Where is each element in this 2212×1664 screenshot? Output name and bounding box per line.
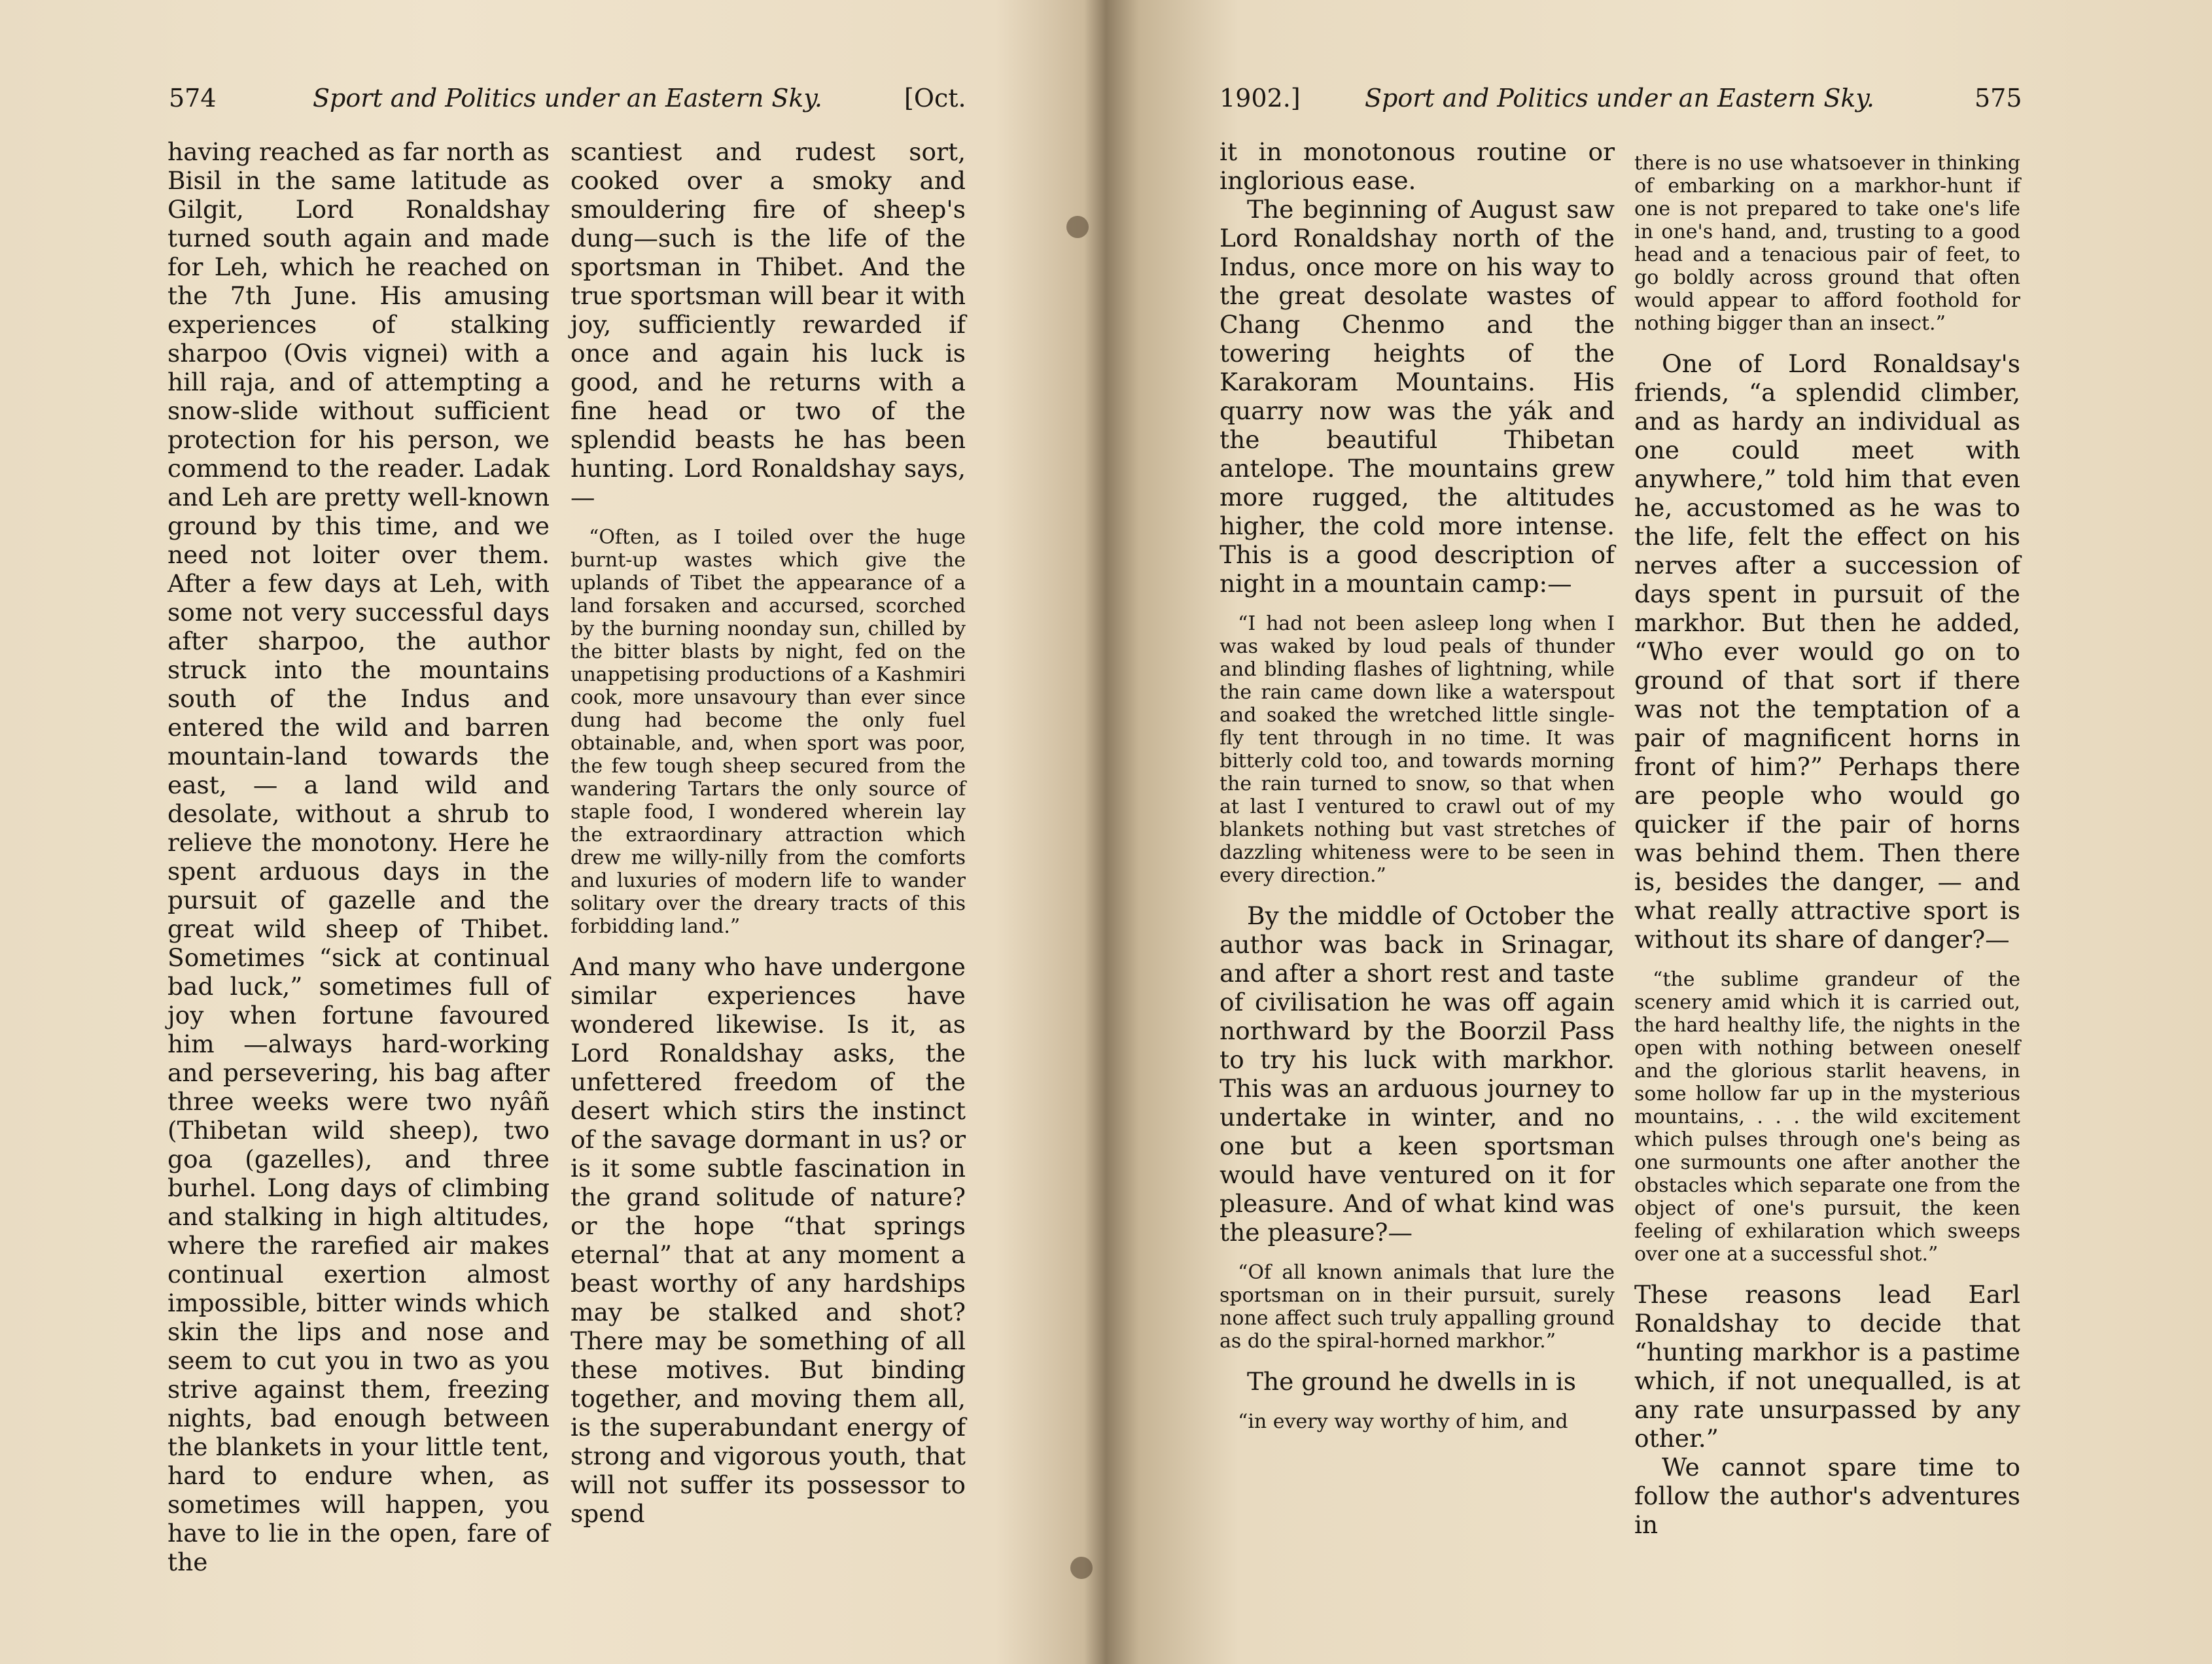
text-column-right: [571, 137, 966, 1528]
block-quote: “Of all known animals that lure the sportsman on in their pursuit, surely none affect such truly appalling ground as do the spiral-horned markhor.”: [1220, 1261, 1615, 1353]
running-title: Sport and Politics under an Eastern Sky.: [1365, 84, 1874, 113]
block-quote: “I had not been asleep long when I was waked by loud peals of thunder and blinding flashes of lightning, while the rain came down like a waterspout and soaked the wretched little single-fly tent through in no time. It was bitterly cold too, and towards morning the rain turned to snow, so that when at last I ventured to crawl out of my blankets nothing but vast stretches of dazzling whiteness were to be seen in every direction.”: [1220, 612, 1615, 887]
paragraph: The ground he dwells in is: [1247, 1367, 1577, 1396]
page-number: 575: [1975, 84, 2022, 113]
page-number: 574: [169, 84, 217, 113]
paragraph: And many who have undergone similar experiences have wondered likewise. Is it, as Lord Ronaldshay asks, the unfettered freedom of the desert which stirs the instinct of the savage dormant in us? or is it some subtle fascination in the grand solitude of nature? or the hope “that springs eternal” that at any moment a beast worthy of any hardships may be stalked and shot? There may be something of all these motives. But binding together, and moving them all, is the superabundant energy of strong and vigorous youth, that will not suffer its possessor to spend: [571, 952, 966, 1528]
paragraph: The beginning of August saw Lord Ronaldshay north of the Indus, once more on his way to the great desolate wastes of Chang Chenmo and the towering heights of the Karakoram Mountains. His quarry now was the yák and the beautiful Thibetan antelope. The mountains grew more rugged, the altitudes higher, the cold more intense. This is a good description of night in a mountain camp:—: [1220, 195, 1615, 598]
issue-date: [Oct.: [904, 84, 966, 113]
block-quote: “the sublime grandeur of the scenery amid which it is carried out, the hard healthy life, the nights in the open with nothing between oneself and the glorious starlit heavens, in some hollow far up in the mysterious mountains, . . . the wild excitement which pulses through one's being as one surmounts one after another the obstacles which separate one from the object of one's pursuit, the keen feeling of exhilaration which sweeps over one at a successful shot.”: [1634, 968, 2020, 1266]
issue-date: 1902.]: [1220, 84, 1301, 113]
paragraph: scantiest and rudest sort, cooked over a smoky and smouldering fire of sheep's dung—such is the life of the sportsman in Thibet. And the true sportsman will bear it with joy, sufficiently rewarded if once and again his luck is good, and he returns with a fine head or two of the splendid beasts he has been hunting. Lord Ronaldshay says,—: [571, 137, 966, 511]
left-page: [0, 0, 1086, 1664]
paragraph: having reached as far north as Bisil in the same latitude as Gilgit, Lord Ronaldshay turned south again and made for Leh, which he reached on the 7th June. His amusing experiences of stalking sharpoo (Ovis vignei) with a hill raja, and of attempting a snow-slide without sufficient protection for his person, we commend to the reader. Ladak and Leh are pretty well-known ground by this time, and we need not loiter over them. After a few days at Leh, with some not very successful days after sharpoo, the author struck into the mountains south of the Indus and entered the wild and barren mountain-land towards the east, — a land wild and desolate, without a shrub to relieve the monotony. Here he spent arduous days in the pursuit of gazelle and the great wild sheep of Thibet. Sometimes “sick at continual bad luck,” sometimes full of joy when fortune favoured him —always hard-working and persevering, his bag after three weeks were two nyâñ (Thibetan wild sheep), two goa (gazelles), and three burhel. Long days of climbing and stalking in high altitudes, where the rarefied air makes continual exertion almost impossible, bitter winds which skin the lips and nose and seem to cut you in two as you strive against them, freezing nights, bad enough between the blankets in your little tent, hard to endure when, as sometimes will happen, you have to lie in the open, fare of the: [167, 137, 550, 1576]
text-column-left: [1220, 137, 1615, 1447]
paragraph: One of Lord Ronaldsay's friends, “a splendid climber, and as hardy an individual as one could meet with anywhere,” told him that even he, accustomed as he was to the life, felt the effect on his nerves after a succession of days spent in pursuit of the markhor. But then he added, “Who ever would go on to ground of that sort if there was not the temptation of a pair of magnificent horns in front of him?” Perhaps there are people who would go quicker if the pair of horns was behind them. Then there is, besides the danger, — and what really attractive sport is without its share of danger?—: [1634, 349, 2020, 954]
text-column-left: [167, 137, 550, 1576]
paragraph: These reasons lead Earl Ronaldshay to decide that “hunting markhor is a pastime which, if not unequalled, is at any rate unsurpassed by any other.”: [1634, 1280, 2020, 1453]
block-quote: there is no use whatsoever in thinking of embarking on a markhor-hunt if one is not prepared to take one's life in one's hand, and, trusting to a good head and a tenacious pair of feet, to go boldly across ground that often would appear to afford foothold for nothing bigger than an insect.”: [1634, 152, 2020, 335]
paragraph: We cannot spare time to follow the author's adventures in: [1634, 1453, 2020, 1539]
paragraph: it in monotonous routine or inglorious ease.: [1220, 137, 1615, 195]
block-quote: “Often, as I toiled over the huge burnt-up wastes which give the uplands of Tibet the appearance of a land forsaken and accursed, scorched by the burning noonday sun, chilled by the bitter blasts by night, fed on the unappetising productions of a Kashmiri cook, more unsavoury than ever since dung had become the only fuel obtainable, and, when sport was poor, the few tough sheep secured from the wandering Tartars the only source of staple food, I wondered wherein lay the extraordinary attraction which drew me willy-nilly from the comforts and luxuries of modern life to wander solitary over the dreary tracts of this forbidding land.”: [571, 526, 966, 938]
right-page: [1112, 0, 2212, 1664]
running-title: Sport and Politics under an Eastern Sky.: [313, 84, 822, 113]
paragraph: By the middle of October the author was back in Srinagar, and after a short rest and taste of civilisation he was off again northward by the Boorzil Pass to try his luck with markhor. This was an arduous journey to undertake in winter, and no one but a keen sportsman would have ventured on it for pleasure. And of what kind was the pleasure?—: [1220, 901, 1615, 1247]
block-quote: “in every way worthy of him, and: [1238, 1410, 1568, 1433]
text-column-right: [1634, 137, 2020, 1539]
